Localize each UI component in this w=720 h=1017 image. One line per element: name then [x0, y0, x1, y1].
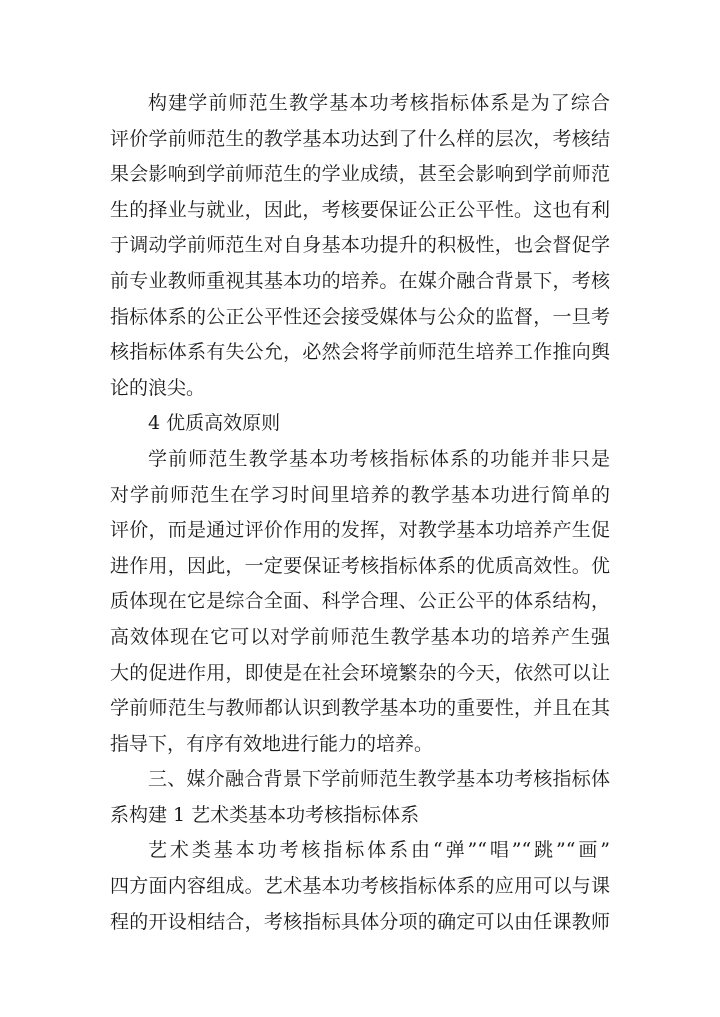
- text-line: 于调动学前师范生对自身基本功提升的积极性，也会督促学: [110, 234, 610, 257]
- text-line: 质体现在它是综合全面、科学合理、公正公平的体系结构，: [110, 590, 610, 613]
- section-heading: 4 优质高效原则: [148, 412, 281, 435]
- text-line: 指导下，有序有效地进行能力的培养。: [110, 732, 434, 755]
- text-line: 学前师范生教学基本功考核指标体系的功能并非只是: [148, 447, 610, 470]
- text-line: 对学前师范生在学习时间里培养的教学基本功进行简单的: [110, 483, 610, 506]
- text-line: 评价，而是通过评价作用的发挥，对教学基本功培养产生促: [110, 519, 610, 542]
- text-line: 指标体系的公正公平性还会接受媒体与公众的监督，一旦考: [110, 305, 610, 328]
- text-line: 果会影响到学前师范生的学业成绩，甚至会影响到学前师范: [110, 163, 610, 186]
- paragraph-principle-fairness: [110, 86, 610, 406]
- text-line: 核指标体系有失公允，必然会将学前师范生培养工作推向舆: [110, 341, 610, 364]
- text-line: 大的促进作用，即使是在社会环境繁杂的今天，依然可以让: [110, 661, 610, 684]
- text-line: 评价学前师范生的教学基本功达到了什么样的层次，考核结: [110, 127, 610, 150]
- text-line: 进作用，因此，一定要保证考核指标体系的优质高效性。优: [110, 554, 610, 577]
- text-line: 学前师范生与教师都认识到教学基本功的重要性，并且在其: [110, 697, 610, 720]
- text-line: 前专业教师重视其基本功的培养。在媒介融合背景下，考核: [110, 269, 610, 292]
- heading-line: 三、媒介融合背景下学前师范生教学基本功考核指标体: [148, 768, 610, 791]
- text-line: 程的开设相结合，考核指标具体分项的确定可以由任课教师: [110, 910, 610, 933]
- paragraph-art-skills: [110, 833, 610, 940]
- chapter-heading: [110, 762, 610, 833]
- text-line: 论的浪尖。: [110, 376, 206, 399]
- document-page: [110, 86, 610, 940]
- text-line: 艺术类基本功考核指标体系由“弹”“唱”“跳”“画”: [148, 839, 610, 862]
- text-line: 四方面内容组成。艺术基本功考核指标体系的应用可以与课: [110, 875, 610, 898]
- text-line: 生的择业与就业，因此，考核要保证公正公平性。这也有利: [110, 198, 610, 221]
- text-line: 构建学前师范生教学基本功考核指标体系是为了综合: [148, 92, 610, 114]
- heading-line: 系构建 1 艺术类基本功考核指标体系: [110, 803, 420, 826]
- paragraph-quality-efficiency: [110, 442, 610, 762]
- text-line: 高效体现在它可以对学前师范生教学基本功的培养产生强: [110, 625, 610, 648]
